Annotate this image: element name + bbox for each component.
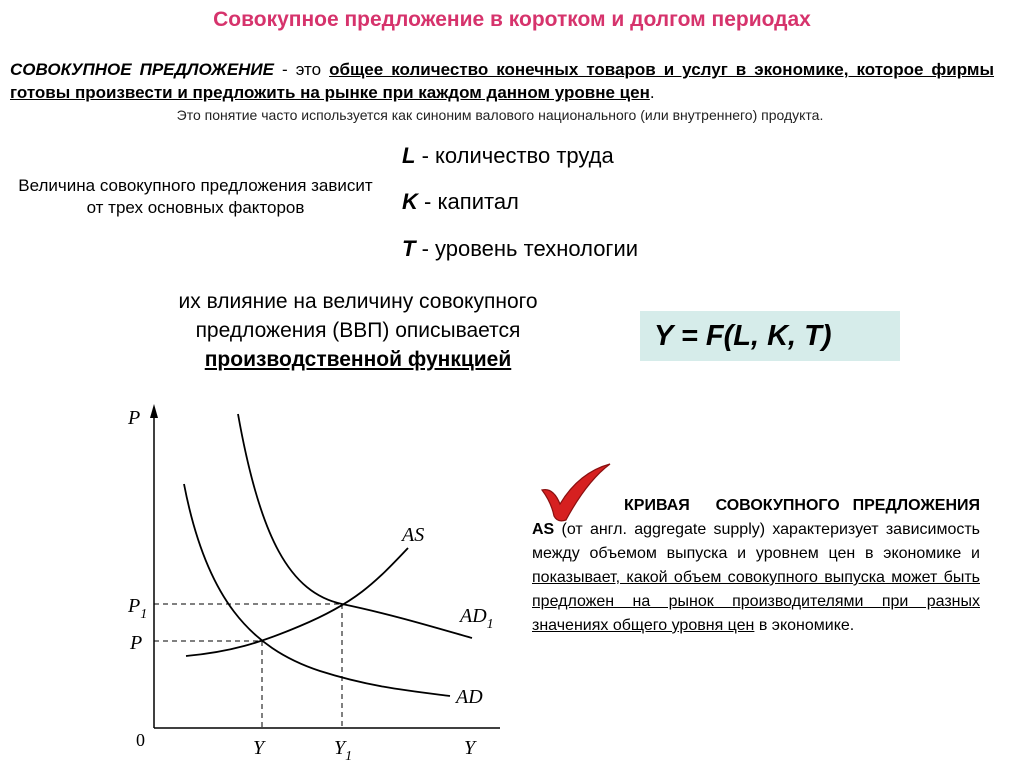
as-desc-title-a: КРИВАЯ — [624, 497, 690, 514]
p1-tick-sub: 1 — [140, 607, 148, 622]
ad-curve-label: AD — [456, 686, 483, 708]
factor-capital-symbol: K — [402, 189, 418, 214]
definition-connector: - это — [274, 60, 330, 79]
p1-tick-main: P — [128, 595, 141, 617]
as-desc-part2: в экономике. — [754, 617, 855, 634]
definition-term: СОВОКУПНОЕ ПРЕДЛОЖЕНИЕ — [10, 60, 275, 79]
production-function-formula: Y = F(L, K, T) — [640, 311, 900, 361]
factors-intro: Величина совокупного предложения зависит от трех основных факторов — [18, 176, 373, 217]
influence-text — [118, 287, 598, 374]
as-desc-underlined: показывает, какой объем совокупного выпуска может быть предложен на рынок производителями при разных значениях общего уровня цен — [532, 569, 980, 634]
factor-capital — [402, 189, 519, 215]
factor-labor — [402, 143, 614, 169]
as-curve-label: AS — [402, 524, 425, 546]
p-tick-label: P — [130, 632, 143, 654]
ad-curve — [184, 484, 450, 696]
as-ad-diagram — [110, 398, 510, 764]
definition-note: Это понятие часто используется как синоним валового национального (или внутреннего) продукта. — [176, 107, 824, 123]
p1-tick-label — [127, 595, 147, 622]
as-desc-title-b: СОВОКУПНОГО ПРЕДЛОЖЕНИЯ AS — [532, 497, 981, 538]
x-axis-label: Y — [464, 737, 476, 759]
y1-tick-label — [334, 737, 352, 764]
factor-capital-text: - капитал — [417, 189, 519, 214]
as-curve — [186, 548, 408, 656]
definition — [10, 58, 994, 104]
y-axis-label: P — [128, 407, 141, 429]
as-desc-part1: (от англ. aggregate supply) характеризует зависимость между объемом выпуска и уровнем цен в экономике и — [532, 521, 980, 562]
origin-label: 0 — [136, 730, 145, 750]
y-tick-label: Y — [253, 737, 265, 759]
influence-emphasis: производственной функцией — [204, 348, 512, 371]
factor-technology-symbol: T — [402, 236, 416, 261]
as-curve-description — [532, 494, 980, 638]
influence-main: их влияние на величину совокупного предложения (ВВП) описывается — [178, 290, 538, 342]
ad1-curve-label-sub: 1 — [486, 617, 494, 632]
y1-tick-sub: 1 — [345, 749, 353, 764]
factor-technology — [402, 236, 638, 262]
page-title: Совокупное предложение в коротком и долгом периодах — [213, 8, 811, 31]
factor-labor-text: - количество труда — [415, 143, 614, 168]
y1-tick-main: Y — [334, 737, 346, 759]
ad1-curve-label-main: AD — [460, 605, 487, 627]
definition-end: . — [649, 83, 655, 102]
y-axis-arrow — [150, 404, 158, 418]
definition-body: общее количество конечных товаров и услуг в экономике, которое фирмы готовы произвести и предложить на рынке при каждом данном уровне цен — [10, 60, 995, 102]
ad1-curve-label — [458, 605, 494, 632]
factor-technology-text: - уровень технологии — [415, 236, 639, 261]
factor-labor-symbol: L — [402, 143, 416, 168]
